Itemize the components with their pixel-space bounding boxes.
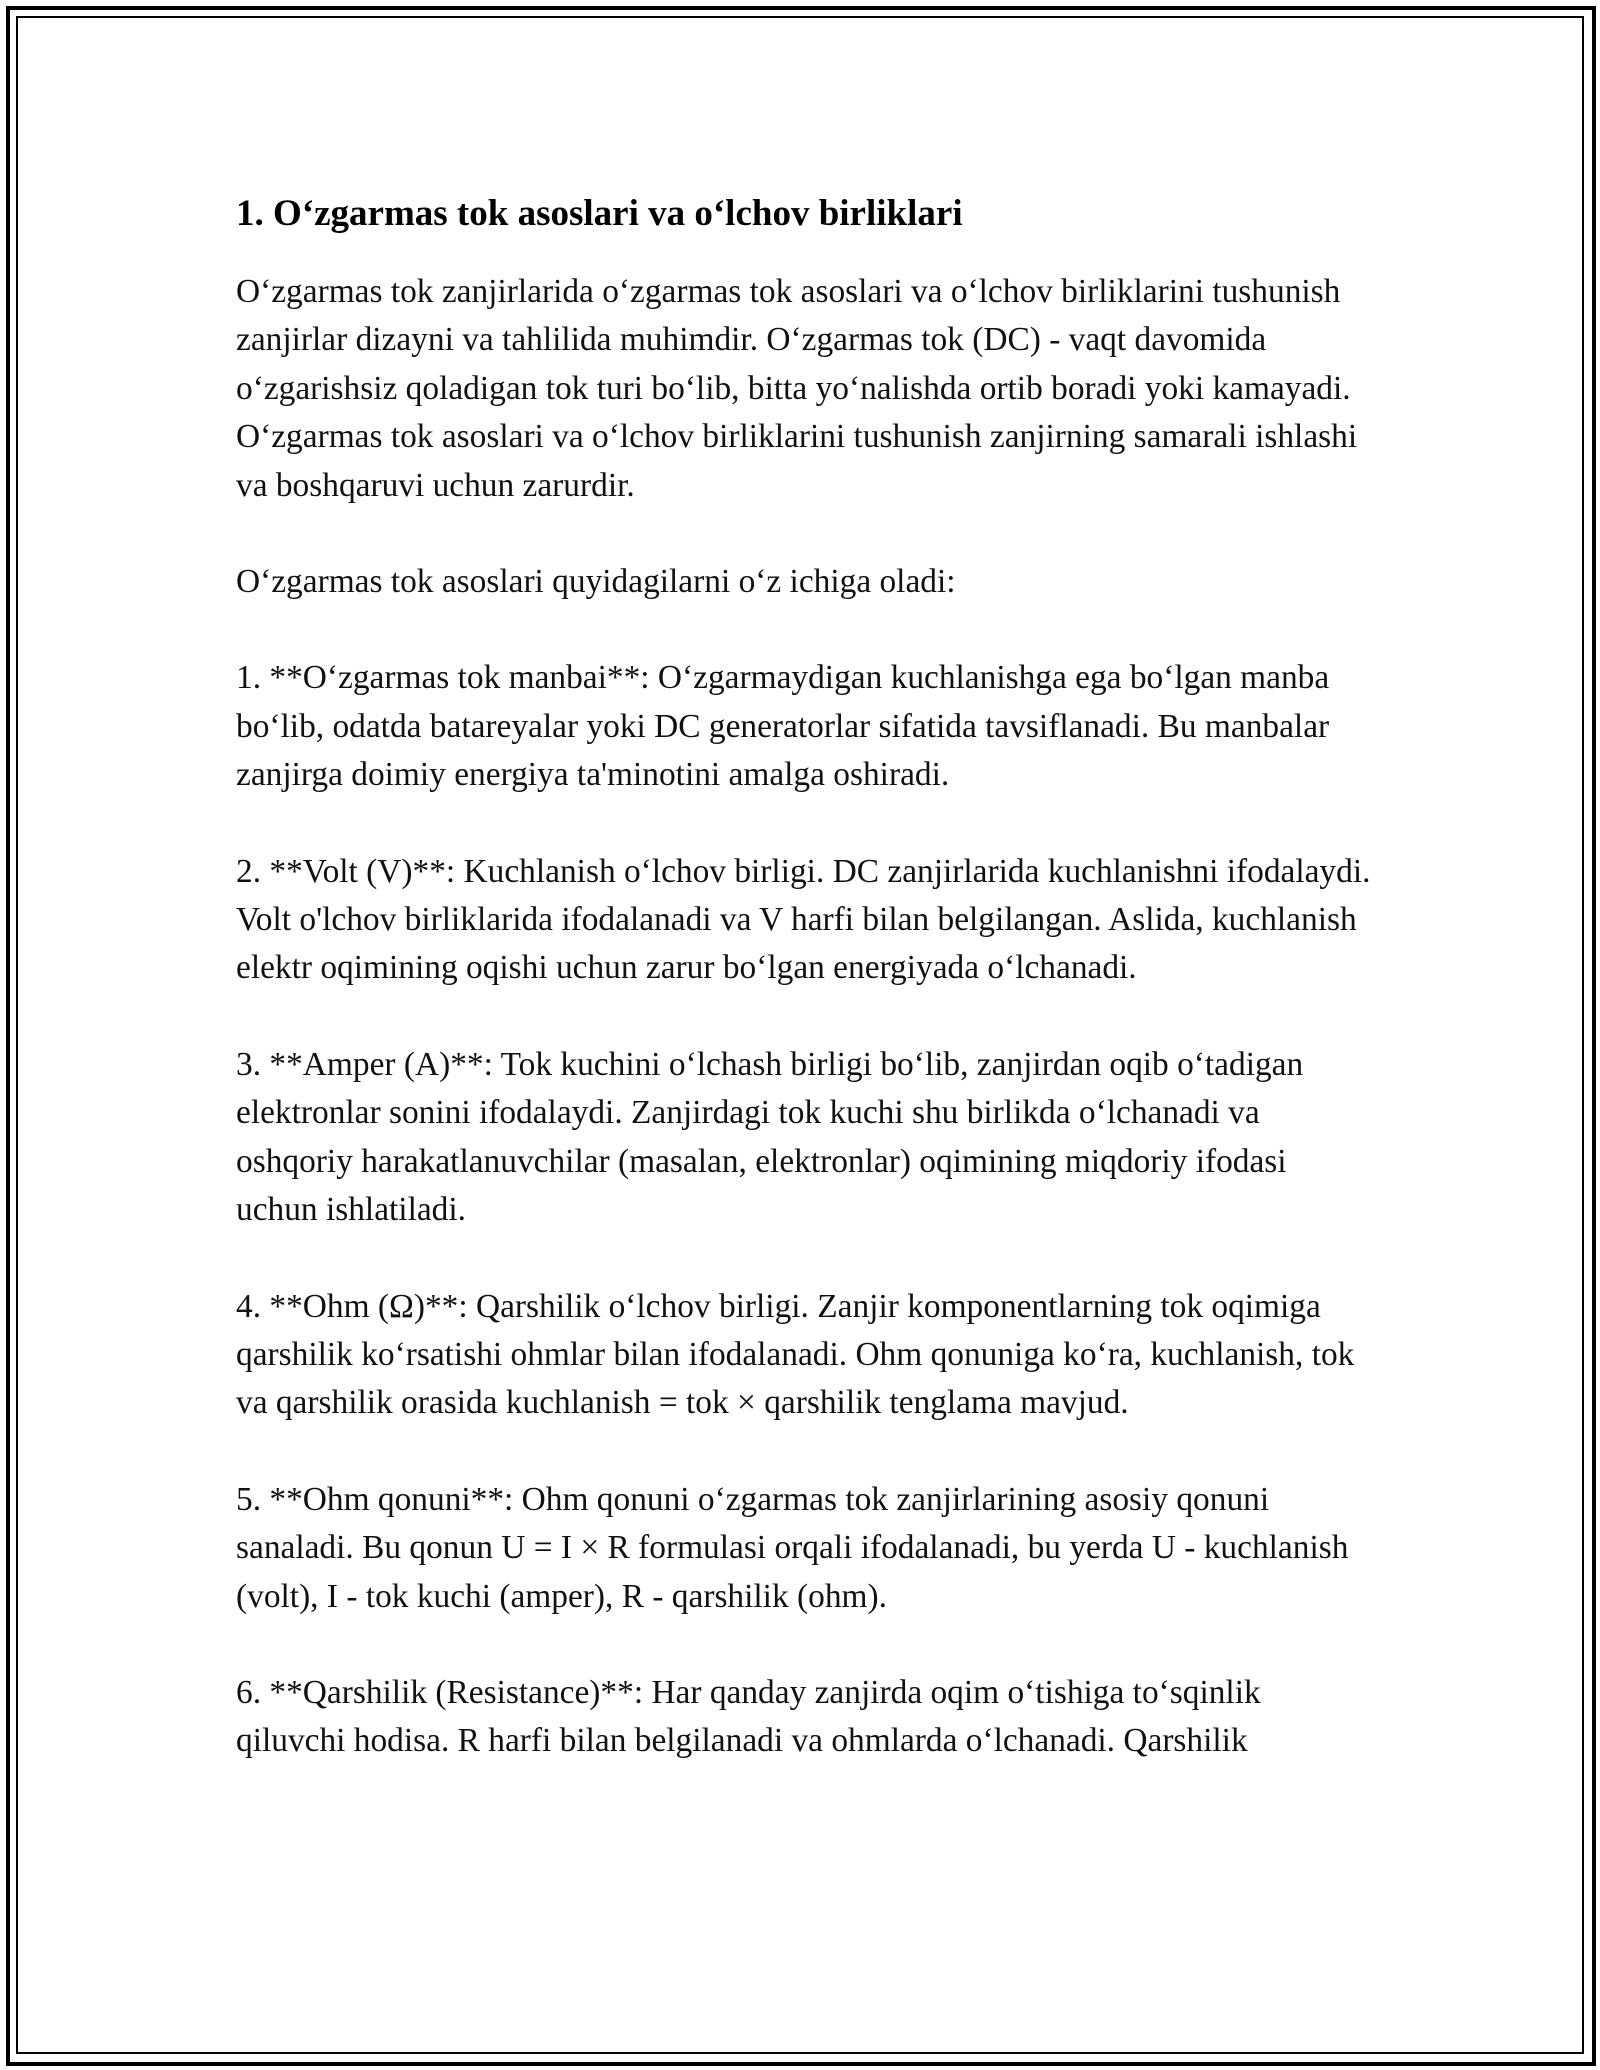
list-intro-paragraph: O‘zgarmas tok asoslari quyidagilarni o‘z ichiga oladi:	[236, 563, 956, 601]
list-item-volt: 2. **Volt (V)**: Kuchlanish o‘lchov birligi. DC zanjirlarida kuchlanishni ifodalaydi. Volt o'lchov birliklarida ifodalanadi va V harfi bilan belgilangan. Aslida, kuchlanish elektr oqimining oqishi uchun zarur bo‘lgan energiyada o‘lchanadi.	[236, 852, 1371, 987]
list-item-resistance: 6. **Qarshilik (Resistance)**: Har qanday zanjirda oqim o‘tishiga to‘sqinlik qiluvchi hodisa. R harfi bilan belgilanadi va ohmlarda o‘lchanadi. Qarshilik	[236, 1673, 1261, 1760]
list-item-ampere: 3. **Amper (A)**: Tok kuchini o‘lchash birligi bo‘lib, zanjirdan oqib o‘tadigan elektronlar sonini ifodalaydi. Zanjirdagi tok kuchi shu birlikda o‘lchanadi va oshqoriy harakatlanuvchilar (masalan, elektronlar) oqimining miqdoriy ifodasi uchun ishlatiladi.	[236, 1045, 1304, 1229]
list-item-dc-source: 1. **O‘zgarmas tok manbai**: O‘zgarmaydigan kuchlanishga ega bo‘lgan manba bo‘lib, odatda batareyalar yoki DC generatorlar sifatida tavsiflanadi. Bu manbalar zanjirga doimiy energiya ta'minotini amalga oshiradi.	[236, 659, 1330, 794]
section-heading: 1. O‘zgarmas tok asoslari va o‘lchov birliklari	[236, 193, 963, 234]
intro-paragraph: O‘zgarmas tok zanjirlarida o‘zgarmas tok asoslari va o‘lchov birliklarini tushunish zanjirlar dizayni va tahlilida muhimdir. O‘zgarmas tok (DC) - vaqt davomida o‘zgarishsiz qoladigan tok turi bo‘lib, bitta yo‘nalishda ortib boradi yoki kamayadi. O‘zgarmas tok asoslari va o‘lchov birliklarini tushunish zanjirning samarali ishlashi va boshqaruvi uchun zarurdir.	[236, 273, 1358, 504]
document-body	[236, 186, 1376, 1766]
list-item-ohm: 4. **Ohm (Ω)**: Qarshilik o‘lchov birligi. Zanjir komponentlarning tok oqimiga qarshilik ko‘rsatishi ohmlar bilan ifodalanadi. Ohm qonuniga ko‘ra, kuchlanish, tok va qarshilik orasida kuchlanish = tok × qarshilik tenglama mavjud.	[236, 1287, 1355, 1422]
list-item-ohms-law: 5. **Ohm qonuni**: Ohm qonuni o‘zgarmas tok zanjirlarining asosiy qonuni sanaladi. Bu qonun U = I × R formulasi orqali ifodalanadi, bu yerda U - kuchlanish (volt), I - tok kuchi (amper), R - qarshilik (ohm).	[236, 1480, 1349, 1615]
